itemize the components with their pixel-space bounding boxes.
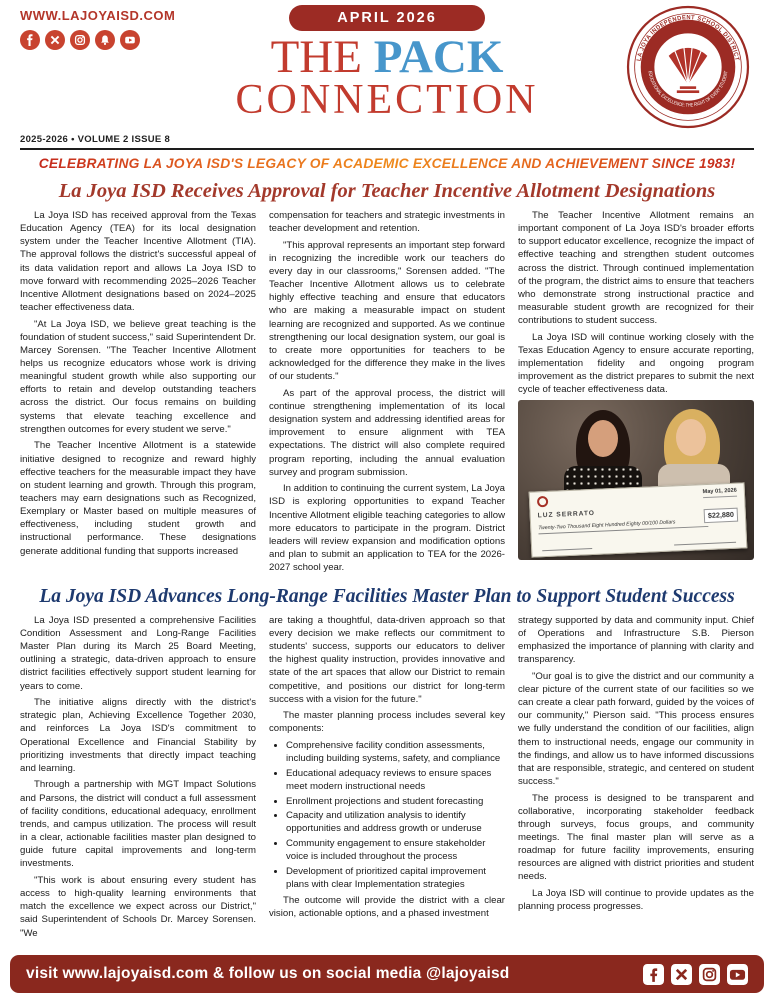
issue-month-banner: APRIL 2026 xyxy=(289,5,485,31)
article2-col-3 xyxy=(518,614,754,943)
paragraph: La Joya ISD will continue working closely with the Texas Education Agency to ensure accurate reporting, implementation fidelity and ongoing program improvement as the district prepares to submit the next cycle of teacher effectiveness data. xyxy=(518,331,754,396)
article2-col-1 xyxy=(20,614,256,943)
check-payee: LUZ SERRATO xyxy=(537,509,596,520)
masthead-header xyxy=(0,0,774,132)
photo-person-right-face xyxy=(676,419,706,456)
masthead xyxy=(187,5,587,121)
paragraph: The Teacher Incentive Allotment remains an important component of La Joya ISD's broader efforts to support educator excellence, recognize the impact of effective teaching and strengthen student outcomes across the district. Through continued implementation of the program, the district aims to ensure that teachers who demonstrate strong instructional practice and measurable student growth are recognized for their contributions to student success. xyxy=(518,210,754,327)
x-icon[interactable] xyxy=(45,30,65,50)
instagram-icon[interactable] xyxy=(699,964,720,985)
list-item: • Development of prioritized capital improvement plans with clear Implementation strategies xyxy=(286,865,505,891)
article2-title: La Joya ISD Advances Long-Range Facilities Master Plan to Support Student Success xyxy=(39,585,735,607)
website-url[interactable]: WWW.LAJOYAISD.COM xyxy=(20,8,176,23)
giant-award-check xyxy=(529,482,748,557)
title-the: THE xyxy=(270,31,362,83)
issue-line xyxy=(20,134,754,150)
paragraph: La Joya ISD has received approval from the Texas Education Agency (TEA) for its local designation system under the Teacher Incentive Allotment (TIA). The approval follows the district's successful appeal of its data validation report and allows La Joya ISD to move forward with recommending 2025–2026 Teacher Incentive Allotment designations based on 2024–2025 teacher effectiveness data. xyxy=(20,210,256,313)
paragraph: "This approval represents an important step forward in recognizing the incredible work our teachers do every day in our classrooms," Sorensen added. "The Teacher Incentive Allotment allows us to celebrate highly effective teaching and ensure that educators who are making a measurable impact on student learning are recognized and supported. As we continue strengthening our local designation system, our goal is to create more opportunities for teachers to be acknowledged for the difference they make in the lives of our students." xyxy=(269,239,505,383)
seal-ring-top-text: LA JOYA INDEPENDENT SCHOOL DISTRICT xyxy=(635,14,741,62)
paragraph: The master planning process includes several key components: xyxy=(269,710,505,735)
bell-icon[interactable] xyxy=(95,30,115,50)
list-item: • Comprehensive facility condition assessments, including building systems, safety, and compliance xyxy=(286,739,505,765)
list-item: • Educational adequacy reviews to ensure spaces meet modern instructional needs xyxy=(286,767,505,793)
article1-col-1 xyxy=(20,209,256,578)
tagline-banner xyxy=(0,153,774,174)
youtube-icon[interactable] xyxy=(120,30,140,50)
paragraph: are taking a thoughtful, data-driven approach so that every decision we make reflects our commitment to students' success, supports our educators to deliver the highest quality instruction, provides innovative and state of the art spaces that allow our District to remain competitive, and positions our district for long-term success with a vision for the future." xyxy=(269,614,505,705)
newsletter-title-line1 xyxy=(187,31,587,83)
paragraph: La Joya ISD will continue to provide updates as the planning process progresses. xyxy=(518,888,754,913)
title-pack: PACK xyxy=(373,31,504,83)
article1-columns xyxy=(0,209,774,578)
article1-col-3 xyxy=(518,209,754,578)
paragraph: "At La Joya ISD, we believe great teaching is the foundation of student success," said Superintendent Dr. Marcey Sorensen. "The Teacher Incentive Allotment helps us recognize educators whose work is driving meaningful student growth while also supporting our efforts to retain and develop outstanding teachers across the district. Our focus remains on building systems that elevate teaching excellence and strengthen outcomes for every student we serve." xyxy=(20,318,256,435)
check-memo-line xyxy=(542,548,592,551)
paragraph: The initiative aligns directly with the district's strategic plan, Achieving Excellence Together 2030, and reinforces La Joya ISD's commitment to Operational Excellence and Financial Stability by prioritizing investments that directly impact teaching and learning. xyxy=(20,697,256,774)
list-item: • Enrollment projections and student forecasting xyxy=(286,795,505,808)
paragraph: compensation for teachers and strategic investments in teacher development and retention. xyxy=(269,210,505,235)
check-signature-line xyxy=(674,542,736,546)
paragraph: "Our goal is to give the district and our community a clear picture of the current state of our facilities so we can create a clear path forward, guided by the voices of our community," Pierson said. "This process ensures we fully understand the condition of our facilities, align them to instructional needs, engage our community in the findings, and allow us to have informed discussions that are responsible, strategic, and centered on student success." xyxy=(518,670,754,787)
tagline-text: CELEBRATING LA JOYA ISD'S LEGACY OF ACADEMIC EXCELLENCE AND ACHIEVEMENT SINCE 1983! xyxy=(38,156,736,171)
instagram-icon[interactable] xyxy=(70,30,90,50)
article2-col-2 xyxy=(269,614,505,943)
planning-components-list xyxy=(269,739,505,891)
article2-columns xyxy=(0,614,774,943)
check-logo xyxy=(537,496,548,507)
paragraph: "This work is about ensuring every student has access to high-quality learning environments that match the excellence we expect across our District," said Superintendent of Schools Dr. Marcey Sorensen. "We xyxy=(20,874,256,939)
list-item: • Capacity and utilization analysis to identify opportunities and address growth or underuse xyxy=(286,809,505,835)
paragraph: strategy supported by data and community input. Chief of Operations and Infrastructure S.B. Pierson emphasized the importance of planning with clarity and transparency. xyxy=(518,614,754,666)
footer-bar xyxy=(10,955,764,993)
check-date: May 01, 2026 xyxy=(702,488,737,498)
paragraph: As part of the approval process, the district will continue strengthening implementation of its local designation system and addressing identified areas for improvement to ensure alignment with TEA expectations. The district will also complete required program reporting, including the annual evaluation survey and program submission. xyxy=(269,387,505,478)
paragraph: La Joya ISD presented a comprehensive Facilities Condition Assessment and Long-Range Facilities Master Plan during its March 25 Board Meeting, outlining a strategic, data-driven approach to ensure district facilities effectively support student learning for years to come. xyxy=(20,614,256,692)
photo-person-left-face xyxy=(588,420,618,457)
paragraph: The process is designed to be transparent and collaborative, incorporating stakeholder feedback through surveys, focus groups, and community meetings. The final master plan will serve as a roadmap for future facility improvements, ensuring resources are aligned with district priorities and student needs. xyxy=(518,792,754,883)
social-icons-row xyxy=(20,30,175,50)
footer-social-icons xyxy=(643,964,748,985)
issue-line-text: 2025-2026 • VOLUME 2 ISSUE 8 xyxy=(20,134,171,145)
facebook-icon[interactable] xyxy=(643,964,664,985)
district-seal xyxy=(626,5,750,129)
youtube-icon[interactable] xyxy=(727,964,748,985)
article1-title: La Joya ISD Receives Approval for Teacher Incentive Allotment Designations xyxy=(58,180,716,202)
facebook-icon[interactable] xyxy=(20,30,40,50)
title-connection: CONNECTION xyxy=(235,77,539,123)
seal-ring-bottom-text: EDUCATIONAL EXCELLENCE: THE RIGHT OF EVERY STUDENT xyxy=(646,70,730,109)
check-amount: $22,880 xyxy=(704,508,739,523)
article1-col-2 xyxy=(269,209,505,578)
check-amount-words: Twenty-Two Thousand Eight Hundred Eighty 00/100 Dollars xyxy=(538,518,708,535)
paragraph: The outcome will provide the district with a clear vision, actionable options, and a phased investment xyxy=(269,895,505,920)
list-item: • Community engagement to ensure stakeholder voice is included throughout the process xyxy=(286,837,505,863)
paragraph: The Teacher Incentive Allotment is a statewide initiative designed to recognize and reward highly effective teachers for the measurable impact they have on student learning and growth. Through this program, teachers may earn designations such as Recognized, Exemplary or Master based on multiple measures of effectiveness, including student growth and instructional performance. These designations generate additional funding that supports increased xyxy=(20,440,256,557)
footer-text[interactable]: visit www.lajoyaisd.com & follow us on social media @lajoyaisd xyxy=(26,965,510,982)
paragraph: Through a partnership with MGT Impact Solutions and Parsons, the district will conduct a full assessment of facility conditions, educational adequacy, enrollment trends, and campus utilization. The process will result in a clear, actionable facilities master plan designed to guide future capital improvements and long-term investments. xyxy=(20,779,256,870)
paragraph: In addition to continuing the current system, La Joya ISD is exploring opportunities to expand Teacher Incentive Allotment eligible teaching categories to allow more educators to participate in the program. District leaders will review expansion and modification options and plan to submit an application to TEA for the 2026-2027 school year. xyxy=(269,483,505,574)
award-photo xyxy=(518,400,754,560)
x-icon[interactable] xyxy=(671,964,692,985)
header-left-block xyxy=(20,8,175,50)
